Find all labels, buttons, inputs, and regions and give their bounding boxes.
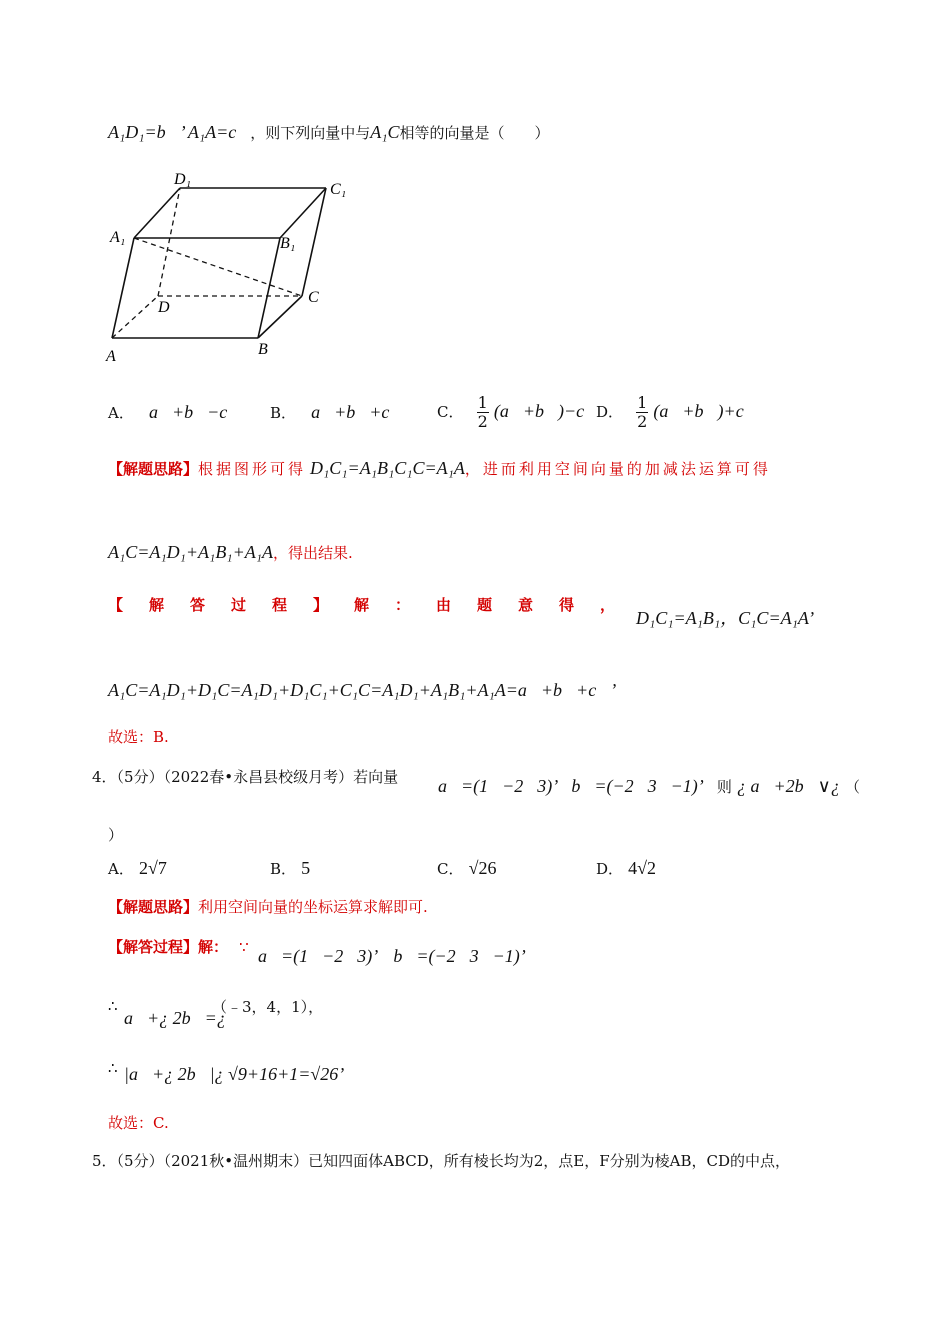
q4-process-vectors [258, 946, 526, 967]
q4-target: ¿ a⃗+2b⃗∨¿ [737, 776, 840, 796]
parallelepiped-figure [100, 168, 370, 368]
option-letter: B． [270, 404, 297, 422]
q5-stem-text: 已知四面体ABCD，所有棱长均为2，点E，F分别为棱AB，CD的中点， [308, 1152, 791, 1170]
option-expr: 5 [301, 858, 311, 878]
idea-math-2: A₁C=A₁D₁+A₁B₁+A₁A [108, 542, 273, 562]
edge-A-D [112, 296, 158, 338]
diagonal-A1-C [134, 238, 302, 296]
fraction-one-half [477, 394, 489, 431]
q4-stem-math [438, 776, 860, 797]
option-expr: 2√7 [138, 858, 167, 878]
option-letter: A． [108, 860, 134, 878]
edge-A1-D1 [134, 188, 180, 238]
option-expr: a⃗+b⃗−c⃗ [148, 402, 242, 422]
q3-solution-process [108, 594, 641, 615]
idea-label: 【解题思路】 [108, 898, 199, 916]
option-letter: D． [596, 403, 624, 421]
q4-number: 4． [92, 768, 117, 786]
q5-source: （2021秋•温州期末） [163, 1152, 309, 1170]
option-expr: (a⃗+b⃗)+c⃗ [653, 401, 758, 421]
q4-score: （5分） [116, 768, 164, 786]
q3-solution-idea [108, 458, 771, 479]
option-expr: (a⃗+b⃗)−c⃗ [493, 401, 599, 421]
edge-B1-C1 [280, 188, 326, 238]
fraction-denominator: 2 [637, 412, 648, 431]
because-symbol: ∵ [239, 938, 249, 956]
q3-solution-idea-line2 [108, 542, 353, 563]
q3-option-b[interactable] [270, 402, 403, 423]
process-label: 【解答过程】解： [108, 938, 229, 956]
q4-step2-math [124, 1064, 344, 1085]
q4-solution-idea [108, 896, 428, 917]
option-expr: a⃗+b⃗+c⃗ [311, 402, 404, 422]
label-A: A [106, 348, 116, 365]
process-math-2: A₁C=A₁D₁+D₁C=A₁D₁+D₁C₁+C₁C=A₁D₁+A₁B₁+A₁A=a⃗+b⃗+c⃗’ [108, 680, 617, 700]
option-letter: B． [270, 860, 297, 878]
option-letter: A． [108, 404, 134, 422]
q4-option-b[interactable] [270, 858, 310, 879]
edge-C1-C [302, 188, 326, 296]
therefore-symbol: ∴ [108, 997, 118, 1015]
q4-option-a[interactable] [108, 858, 167, 879]
q3-option-c[interactable] [437, 394, 598, 431]
q5-score: （5分） [116, 1152, 164, 1170]
p-vec-a: a⃗=(1，−2，3)’ [258, 946, 379, 966]
q4-option-d[interactable] [596, 858, 656, 879]
idea-text-2: ，进而利用空间向量的加减法运算可得 [464, 460, 771, 478]
edge-B-B1 [258, 238, 280, 338]
q5-number: 5． [92, 1152, 117, 1170]
q3-stem-math-1: A₁D₁=b⃗’ A₁A=c⃗ [108, 122, 251, 142]
fraction-numerator: 1 [637, 393, 648, 412]
label-C1: C₁ [330, 181, 347, 198]
step2-math: |a⃗+¿ 2b⃗|¿ √9+16+1=√26’ [124, 1064, 345, 1084]
q4-step2 [108, 1058, 118, 1077]
q3-option-a[interactable] [108, 402, 241, 423]
step1-math: a⃗+¿ 2b⃗=¿ [124, 1008, 226, 1028]
q4-answer: 故选：C. [108, 1114, 169, 1132]
q3-stem-math-2: A₁C [370, 122, 400, 142]
option-letter: C． [437, 403, 464, 421]
q3-process-math [636, 604, 814, 630]
edge-A-A1 [112, 238, 134, 338]
idea-math: D₁C₁=A₁B₁C₁C=A₁A [310, 458, 465, 478]
q4-stem-text: 若向量 [353, 768, 399, 786]
q4-step1-value: （﹣3，4，1）， [212, 998, 324, 1016]
q3-stem [108, 122, 550, 152]
q3-process-math-2 [108, 680, 616, 701]
q4-solution-process [108, 936, 249, 957]
label-B1: B₁ [280, 235, 296, 252]
option-expr: 4√2 [628, 858, 657, 878]
q4-source: （2022春•永昌县校级月考） [163, 768, 354, 786]
q3-stem-text-2: 相等的向量是（ ） [399, 124, 550, 142]
fraction-one-half [636, 394, 648, 431]
edge-D-D1 [158, 188, 180, 296]
q3-answer: 故选：B. [108, 728, 169, 746]
fraction-denominator: 2 [477, 412, 488, 431]
q4-step1-math [124, 1008, 226, 1029]
process-math: D₁C₁=A₁B₁，C₁C=A₁A’ [636, 608, 815, 628]
idea-text: 根据图形可得 [198, 460, 307, 478]
q4-paren-close: ） [108, 826, 124, 844]
q3-option-d[interactable] [596, 394, 758, 431]
q3-stem-text: ，则下列向量中与 [250, 124, 371, 142]
edge-B-C [258, 296, 302, 338]
option-letter: D． [596, 860, 624, 878]
therefore-symbol: ∴ [108, 1059, 118, 1077]
idea-text-3: ，得出结果. [272, 544, 353, 562]
idea-text: 利用空间向量的坐标运算求解即可. [198, 898, 428, 916]
q4-vec-a: a⃗=(1，−2，3)’ [438, 776, 559, 796]
p-vec-b: b⃗=(−2，3，−1)’ [393, 946, 526, 966]
option-expr: √26 [468, 858, 497, 878]
q4-paren-open: （ [844, 778, 860, 796]
q4-step1 [108, 996, 118, 1015]
q5-stem [92, 1150, 790, 1171]
label-C: C [308, 289, 319, 306]
label-D: D [158, 299, 170, 316]
label-D1: D₁ [174, 171, 192, 188]
q4-stem [92, 766, 398, 787]
q4-stem-text-2: 则 [716, 778, 732, 796]
q4-option-c[interactable] [437, 858, 496, 879]
option-letter: C． [437, 860, 464, 878]
fraction-numerator: 1 [477, 393, 488, 412]
process-label: 【解答过程】解：由题意得， [108, 596, 642, 614]
label-A1: A₁ [110, 229, 126, 246]
label-B: B [258, 341, 268, 358]
q4-vec-b: b⃗=(−2，3，−1)’ [571, 776, 704, 796]
idea-label: 【解题思路】 [108, 460, 199, 478]
